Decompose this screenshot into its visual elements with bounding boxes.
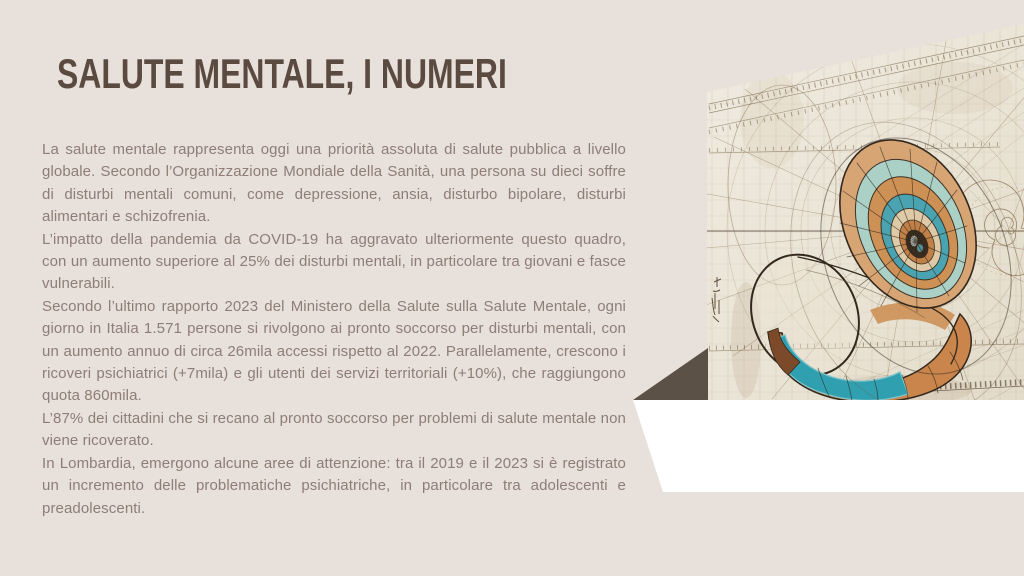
paragraph-4: L’87% dei cittadini che si recano al pronto soccorso per problemi di salute mentale non viene ricoverato. [42,409,626,450]
paragraph-5: In Lombardia, emergono alcune aree di attenzione: tra il 2019 e il 2023 si è registrato un incremento delle problematiche psichiatriche, in particolare tra adolescenti e preadolescenti. [42,454,626,517]
paragraph-3: Secondo l’ultimo rapporto 2023 del Ministero della Salute sulla Salute Mentale, ogni giorno in Italia 1.571 persone si rivolgono ai pronto soccorso per disturbi mentali, con un aumento annuo di circa 26mila accessi rispetto al 2022. Parallelamente, crescono i ricoveri psichiatrici (+7mila) e gli utenti dei servizi territoriali (+10%), che raggiungono quota 860mila. [42,297,626,405]
paragraph-1: La salute mentale rappresenta oggi una priorità assoluta di salute pubblica a livello globale. Secondo l’Organizzazione Mondiale della Sanità, una persona su dieci soffre di disturbi mentali comuni, come depressione, ansia, disturbo bipolare, disturbi alimentari e schizofrenia. [42,141,626,226]
artwork-paper [694,13,1024,447]
accent-triangle [633,348,708,400]
slide-title: SALUTE MENTALE, I NUMERI [57,50,507,97]
paragraph-2: L’impatto della pandemia da COVID-19 ha aggravato ulteriormente questo quadro, con un aumento superiore al 25% dei disturbi mentali, in particolare tra giovani e fasce vulnerabili. [42,230,626,293]
white-banner-shape [633,400,1024,492]
